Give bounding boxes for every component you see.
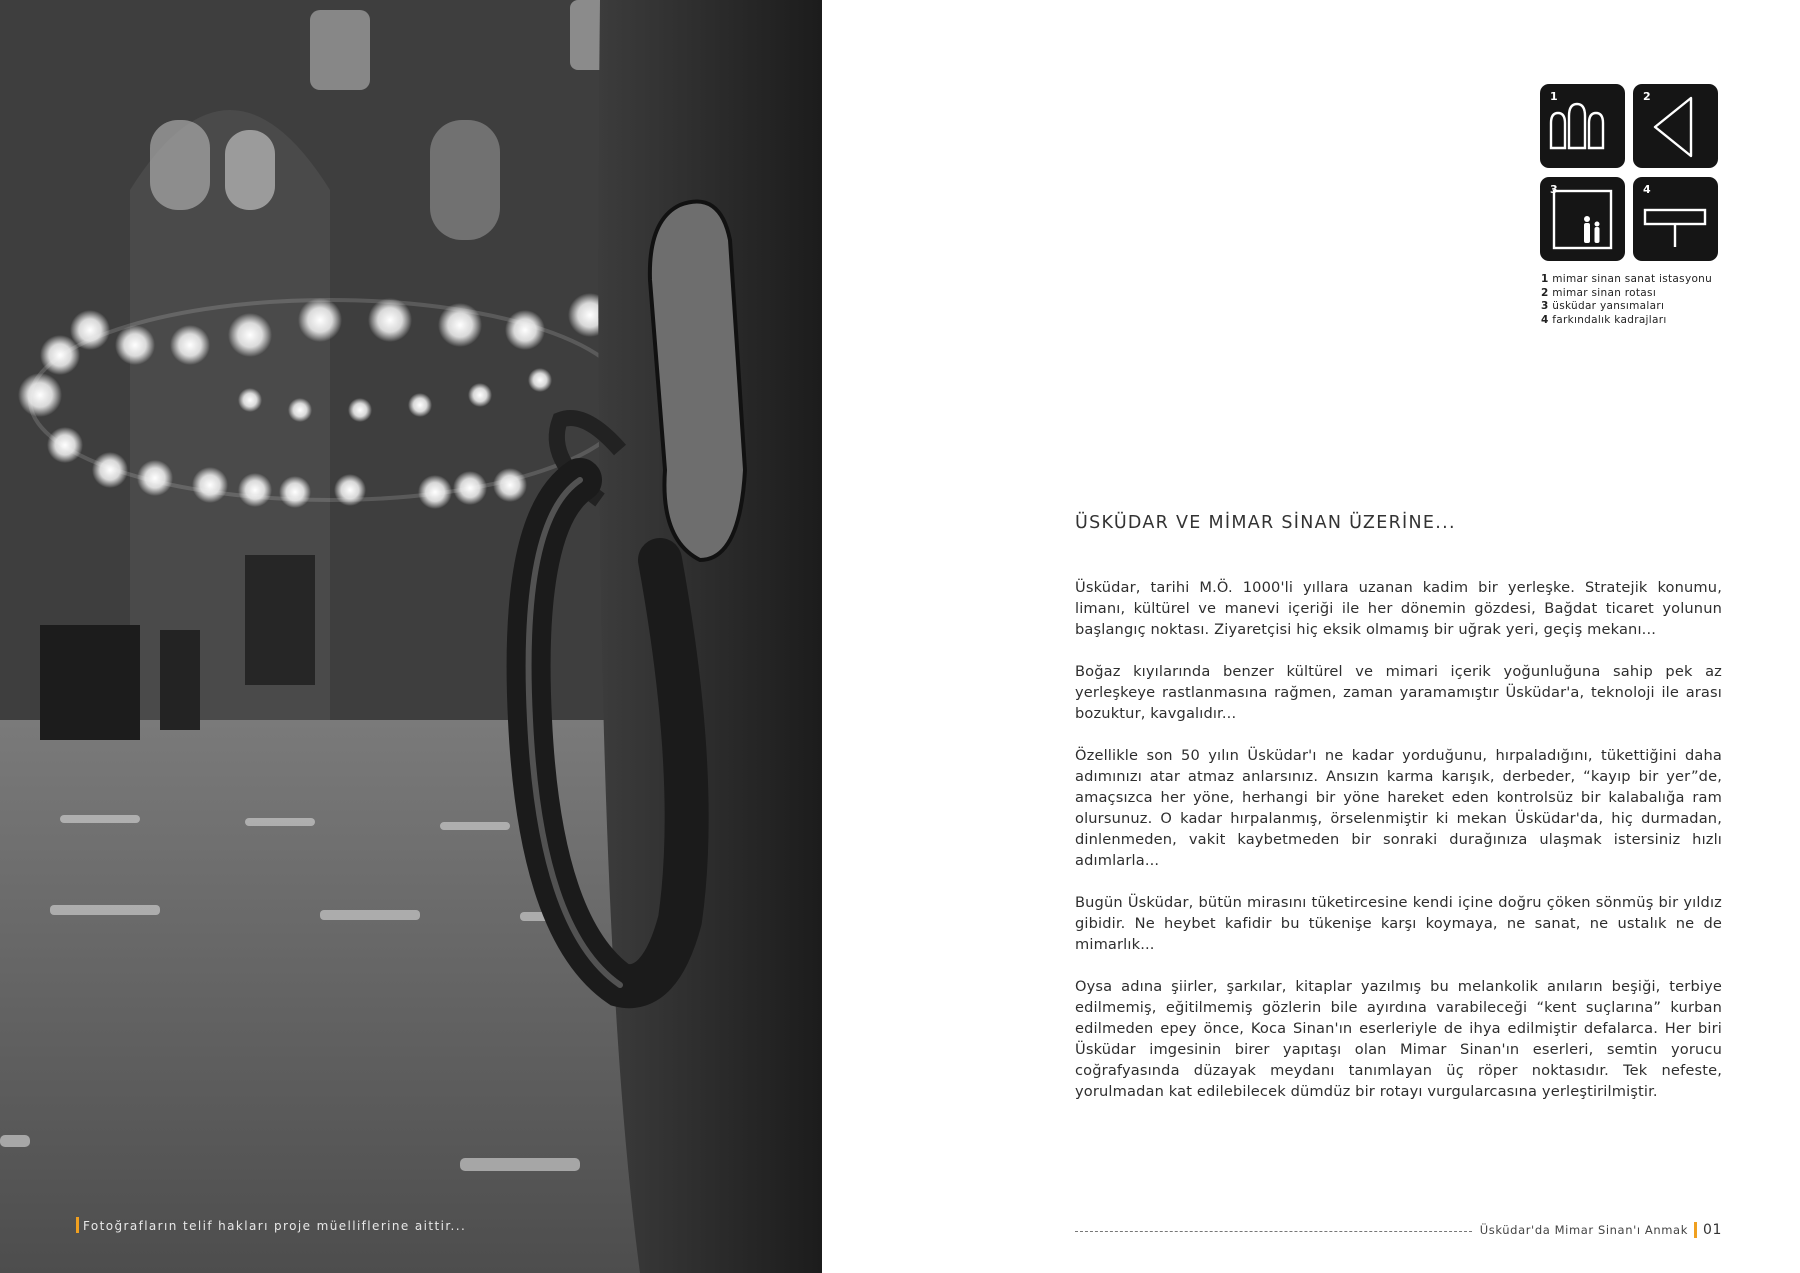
project-icon-grid: [1540, 84, 1720, 262]
page-heading: ÜSKÜDAR VE MİMAR SİNAN ÜZERİNE...: [1075, 513, 1456, 533]
article-body: [1075, 577, 1722, 1123]
tile-number: 1: [1550, 90, 1558, 103]
paragraph: Özellikle son 50 yılın Üsküdar'ı ne kadar yorduğunu, hırpaladığını, tükettiğini daha adımınızı atar atmaz anlarsınız. Ansızın karma karışık, derbeder, “kayıp bir yer”de, amaçsızca her yöne, herhangi bir yöne hareket eden kontrolsüz bir kalabalığa ram olursunuz. O kadar hırpalanmış, örselenmiştir ki mekan Üsküdar'da, hiç durmadan, dinlenmeden, vakit kaybetmeden bir sonraki durağınıza ulaşmak istersiniz hızlı adımlarla...: [1075, 747, 1722, 869]
tile-1: [1540, 84, 1625, 168]
legend-item: 1 mimar sinan sanat istasyonu: [1541, 273, 1713, 285]
caption-text: Fotoğrafların telif hakları proje müelliflerine aittir...: [83, 1219, 467, 1233]
legend-item: 3 üsküdar yansımaları: [1541, 300, 1665, 312]
paragraph: Boğaz kıyılarında benzer kültürel ve mimari içerik yoğunluğuna sahip pek az yerleşkeye rastlanmasına rağmen, zaman yaramamıştır Üsküdar'a, teknoloji ile arası bozuktur, kavgalıdır...: [1075, 663, 1722, 722]
legend-item: 4 farkındalık kadrajları: [1541, 313, 1667, 326]
arches-icon: [1540, 84, 1625, 168]
caption-accent-bar: [76, 1217, 79, 1233]
footer-accent-bar: [1694, 1222, 1697, 1238]
page-number: 01: [1702, 1222, 1722, 1238]
tile-number: 3: [1550, 183, 1558, 196]
paragraph: Bugün Üsküdar, bütün mirasını tüketircesine kendi içine doğru çöken sönmüş bir yıldız gibidir. Ne heybet kafidir bu tükenişe karşı koymaya, ne sanat, ne ustalık ne de mimarlık...: [1075, 894, 1722, 953]
legend-item: 2 mimar sinan rotası: [1541, 286, 1657, 299]
project-legend-list: [1541, 273, 1712, 327]
photo-illustration: [0, 0, 822, 1273]
footer-dashed-rule: [1075, 1231, 1472, 1232]
tile-number: 4: [1643, 183, 1651, 196]
photo-copyright-caption: [76, 1217, 466, 1233]
paragraph: Üsküdar, tarihi M.Ö. 1000'li yıllara uzanan kadim bir yerleşke. Stratejik konumu, limanı, kültürel ve manevi içeriği ile her dönemin gözdesi, Bağdat ticaret yolunun başlangıç noktası. Ziyaretçisi hiç eksik olmamış bir uğrak yeri, geçiş mekanı...: [1075, 579, 1722, 638]
triangle-icon: [1633, 84, 1718, 168]
tile-number: 2: [1643, 90, 1651, 103]
mosque-door-photo: [0, 0, 822, 1273]
tile-3: [1540, 177, 1625, 261]
tile-2: [1633, 84, 1718, 168]
frame-figures-icon: [1540, 177, 1625, 261]
tile-4: [1633, 177, 1718, 261]
paragraph: Oysa adına şiirler, şarkılar, kitaplar yazılmış bu melankolik anıların beşiği, terbiye edilmemiş, eğitilmemiş gözlerin bile ayırdına varabileceği “kent suçlarına” kurban edilmeden epey önce, Koca Sinan'ın eserleriyle de ihya edilmiştir defalarca. Her biri Üsküdar imgesinin birer yapıtaşı olan Mimar Sinan'ın eserleri, semtin yorucu coğrafyasında düzayak meydanı tanımlayan üç röper noktasıdır. Tek nefeste, yorulmadan kat edilebilecek dümdüz bir rotayı vurgularcasına yerleştirilmiştir.: [1075, 978, 1722, 1100]
signboard-icon: [1633, 177, 1718, 261]
page-footer: [1075, 1220, 1722, 1240]
footer-title: Üsküdar'da Mimar Sinan'ı Anmak: [1479, 1223, 1688, 1237]
